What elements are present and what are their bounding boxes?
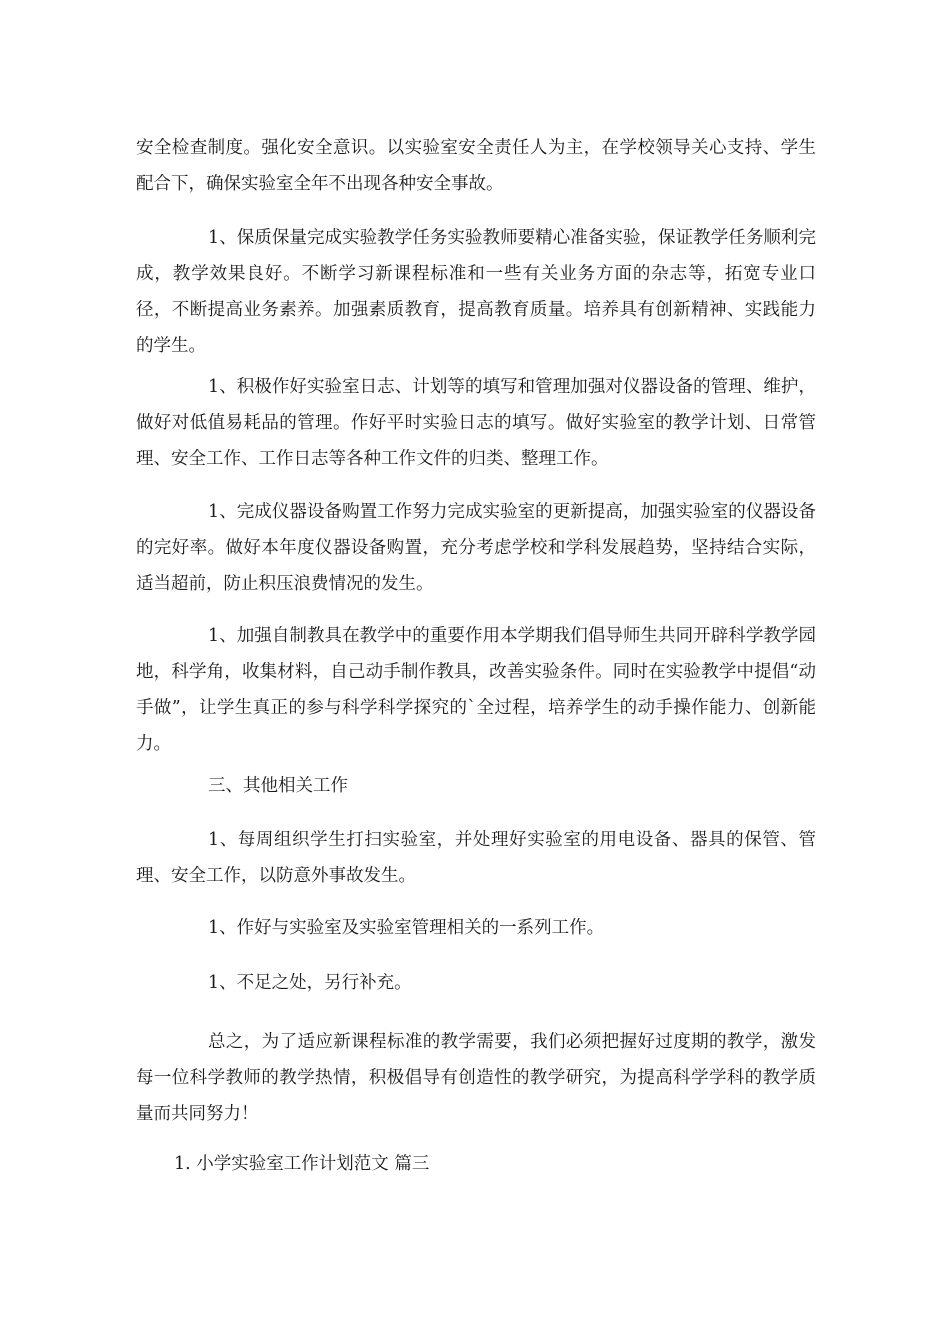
section-heading-other-work: 三、其他相关工作 (208, 776, 348, 796)
paragraph-teaching-tasks: 1、保质保量完成实验教学任务实验教师要精心准备实验，保证教学任务顺利完成，教学效果良好。不断学习新课程标准和一些有关业务方面的杂志等，拓宽专业口径，不断提高业务素养。加强素质教育，提高教育质量。培养具有创新精神、实践能力的学生。 (136, 228, 816, 356)
paragraph-related-work: 1、作好与实验室及实验室管理相关的一系列工作。 (208, 918, 605, 938)
paragraph-supplement: 1、不足之处，另行补充。 (208, 973, 412, 993)
paragraph-weekly-cleaning: 1、每周组织学生打扫实验室，并处理好实验室的用电设备、器具的保管、管理、安全工作，以防意外事故发生。 (136, 830, 816, 886)
paragraph-equipment-purchase: 1、完成仪器设备购置工作努力完成实验室的更新提高，加强实验室的仪器设备的完好率。做好本年度仪器设备购置，充分考虑学校和学科发展趋势，坚持结合实际，适当超前，防止积压浪费情况的发生。 (136, 502, 816, 594)
list-heading-part-three: 1. 小学实验室工作计划范文 篇三 (174, 1154, 430, 1174)
paragraph-teaching-aids: 1、加强自制教具在教学中的重要作用本学期我们倡导师生共同开辟科学教学园地，科学角，收集材料，自己动手制作教具，改善实验条件。同时在实验教学中提倡“动手做”，让学生真正的参与科学科学探究的`全过程，培养学生的动手操作能力、创新能力。 (136, 626, 816, 754)
paragraph-lab-log: 1、积极作好实验室日志、计划等的填写和管理加强对仪器设备的管理、维护，做好对低值易耗品的管理。作好平时实验日志的填写。做好实验室的教学计划、日常管理、安全工作、工作日志等各种工作文件的归类、整理工作。 (136, 377, 816, 469)
paragraph-safety-system: 安全检查制度。强化安全意识。以实验室安全责任人为主，在学校领导关心支持、学生配合下，确保实验室全年不出现各种安全事故。 (136, 138, 816, 194)
paragraph-conclusion: 总之，为了适应新课程标准的教学需要，我们必须把握好过度期的教学，激发每一位科学教师的教学热情，积极倡导有创造性的教学研究，为提高科学学科的教学质量而共同努力！ (136, 1032, 816, 1124)
